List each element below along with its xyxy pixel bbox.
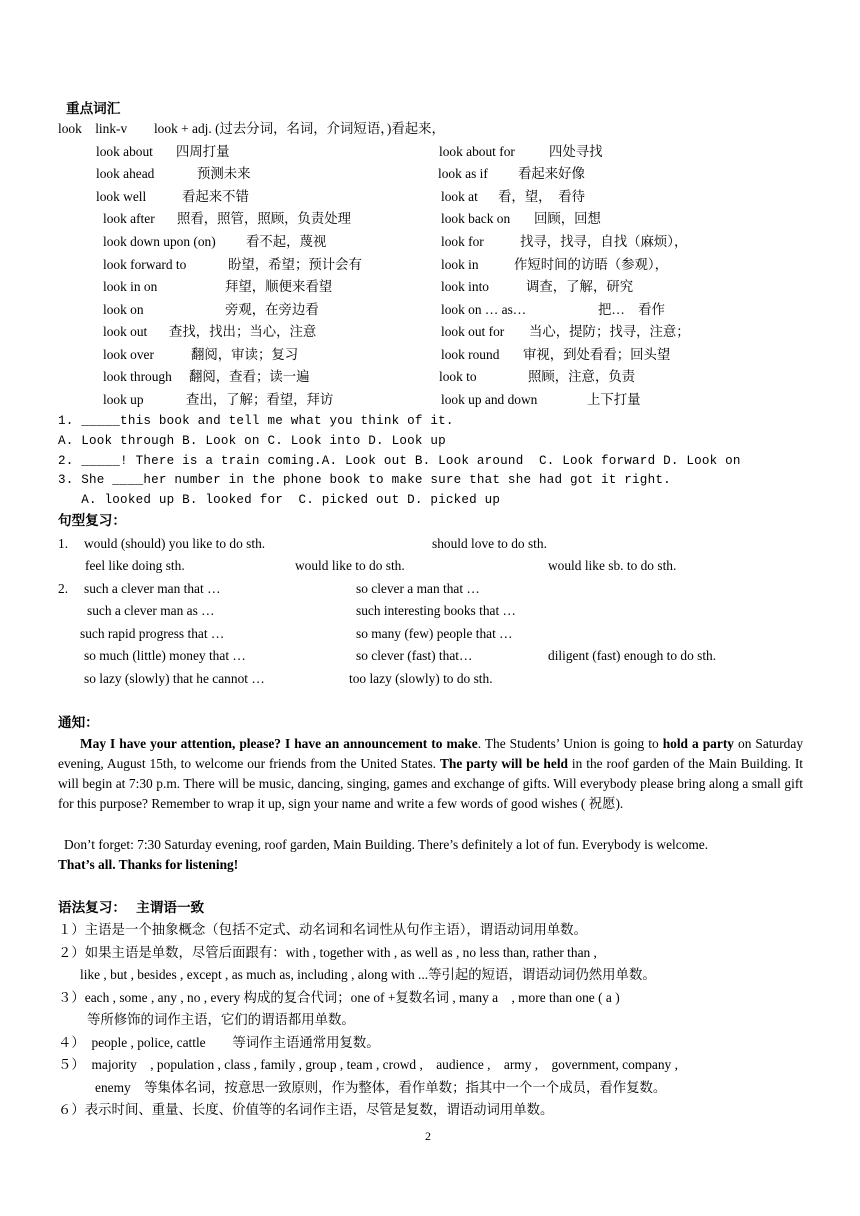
page-number: 2 — [425, 1129, 431, 1143]
vocab-term: look on … as… — [441, 302, 527, 317]
vocab-gloss: 拜望，顺便来看望 — [225, 279, 333, 294]
grammar-rule: ６）表示时间、重量、长度、价值等的名词作主语，尽管是复数，谓语动词用单数。 — [58, 1102, 554, 1117]
notice-text: in the roof garden of the Main Building. It will begin at 7:30 p.m. There will be music, dancing, singing, games and exchange of gifts. Will everybody please bring along a small gift for this purpose? Remember to wrap it up, sign your name and write a few words of good wishes ( 祝愿). — [58, 756, 804, 811]
vocab-term: look up and down — [441, 392, 538, 407]
sentence-pattern: would like sb. to do sth. — [548, 558, 677, 573]
sentence-pattern: such interesting books that … — [356, 603, 516, 618]
vocab-gloss: 四处寻找 — [549, 144, 603, 159]
vocab-term: look out — [103, 324, 148, 339]
vocab-gloss: 翻阅，审读；复习 — [191, 347, 299, 362]
vocab-term: look out for — [441, 324, 505, 339]
vocab-term: look up — [103, 392, 144, 407]
vocab-gloss: 看起来不错 — [182, 189, 249, 204]
vocab-gloss: 查找，找出；当心，注意 — [169, 324, 317, 339]
vocab-term: look well — [96, 189, 147, 204]
exercise-line: 3. She ____her number in the phone book to make sure that she had got it right. — [58, 473, 671, 487]
sentence-pattern: should love to do sth. — [432, 536, 547, 551]
vocab-gloss: 翻阅，查看；读一遍 — [189, 369, 310, 384]
notice-reminder: Don’t forget: 7:30 Saturday evening, roof garden, Main Building. There’s definitely a lot of fun. Everybody is welcome. — [64, 837, 709, 852]
notice-title: 通知： — [58, 715, 99, 730]
vocab-term: look in on — [103, 279, 158, 294]
sentence-pattern: such rapid progress that … — [80, 626, 225, 641]
notice-bold-text: The party will be held — [439, 756, 568, 771]
sentence-pattern: so clever (fast) that… — [356, 648, 473, 663]
vocab-gloss: 照看，照管，照顾，负责处理 — [177, 211, 352, 226]
vocab-term: look for — [441, 234, 484, 249]
vocab-gloss: 盼望，希望；预计会有 — [228, 257, 362, 272]
vocab-term: look into — [441, 279, 489, 294]
vocab-gloss: 旁观，在旁边看 — [225, 302, 319, 317]
sentence-pattern: would (should) you like to do sth. — [84, 536, 266, 551]
sentence-pattern: feel like doing sth. — [85, 558, 185, 573]
sentence-title: 句型复习： — [58, 513, 126, 528]
vocab-term: look in — [441, 257, 479, 272]
exercise-line: 2. _____! There is a train coming.A. Look out B. Look around C. Look forward D. Look on — [58, 454, 741, 468]
notice-text: . The Students’ Union is going to — [477, 736, 663, 751]
vocab-gloss: 四周打量 — [176, 144, 230, 159]
grammar-rule: 等所修饰的词作主语，它们的谓语都用单数。 — [87, 1012, 355, 1027]
grammar-rule: ２）如果主语是单数，尽管后面跟有：with , together with , as well as , no less than, rather than , — [58, 945, 597, 960]
notice-bold-text: hold a party — [662, 736, 734, 751]
sentence-pattern: so many (few) people that … — [356, 626, 513, 641]
vocab-gloss: 看，望， 看待 — [498, 189, 586, 204]
vocab-term: look forward to — [103, 257, 187, 272]
exercise-line: A. looked up B. looked for C. picked out D. picked up — [58, 493, 501, 507]
grammar-rule: enemy 等集体名词，按意思一致原则，作为整体，看作单数；指其中一个一个成员，看作复数。 — [95, 1080, 667, 1095]
sentence-pattern: so clever a man that … — [356, 581, 480, 596]
vocab-term: look at — [441, 189, 478, 204]
vocab-gloss: 看起来好像 — [518, 166, 585, 181]
notice-closing: That’s all. Thanks for listening! — [58, 857, 239, 872]
list-number: 2. — [58, 581, 69, 596]
grammar-rule: ４） people , police, cattle 等词作主语通常用复数。 — [58, 1035, 380, 1050]
vocab-gloss: 审视，到处看看；回头望 — [523, 347, 671, 362]
sentence-pattern: such a clever man as … — [87, 603, 215, 618]
vocab-term: look on — [103, 302, 144, 317]
vocab-term: look as if — [438, 166, 488, 181]
vocab-term: look about for — [439, 144, 515, 159]
vocab-term: look over — [103, 347, 154, 362]
vocab-gloss: 把… 看作 — [598, 302, 665, 317]
grammar-rule: ５） majority , population , class , family , group , team , crowd , audience , army , government, company , — [58, 1057, 678, 1072]
vocab-term: look round — [441, 347, 500, 362]
grammar-rule: ３）each , some , any , no , every 构成的复合代词；one of +复数名词 , many a , more than one ( a ) — [58, 990, 620, 1005]
sentence-pattern: so lazy (slowly) that he cannot … — [84, 671, 265, 686]
exercise-line: 1. _____this book and tell me what you think of it. — [58, 414, 454, 428]
vocab-gloss: 看不起，蔑视 — [246, 234, 327, 249]
sentence-pattern: too lazy (slowly) to do sth. — [349, 671, 493, 686]
vocab-gloss: 照顾，注意，负责 — [528, 369, 636, 384]
vocab-gloss: 找寻，找寻，自找（麻烦）， — [520, 234, 688, 249]
vocab-gloss: 当心，提防；找寻，注意； — [529, 324, 690, 339]
vocab-title: 重点词汇 — [66, 101, 121, 116]
sentence-pattern: diligent (fast) enough to do sth. — [548, 648, 717, 663]
notice-paragraph — [58, 734, 803, 814]
sentence-pattern: would like to do sth. — [295, 558, 405, 573]
grammar-title: 语法复习： 主谓语一致 — [58, 900, 205, 915]
vocab-gloss: 回顾，回想 — [534, 211, 601, 226]
exercise-line: A. Look through B. Look on C. Look into D. Look up — [58, 434, 446, 448]
notice-text: on Saturday evening, August 15th, to welcome our friends from the United States. — [58, 736, 804, 771]
vocab-gloss: 预测未来 — [197, 166, 251, 181]
grammar-rule: １）主语是一个抽象概念（包括不定式、动名词和名词性从句作主语），谓语动词用单数。 — [58, 922, 587, 937]
vocab-term: look ahead — [96, 166, 155, 181]
vocab-term: look about — [96, 144, 153, 159]
vocab-term: look back on — [441, 211, 511, 226]
vocab-gloss: 查出，了解；看望，拜访 — [186, 392, 334, 407]
vocab-gloss: 上下打量 — [587, 392, 641, 407]
vocab-gloss: 作短时间的访晤（参观）， — [514, 257, 668, 272]
sentence-pattern: so much (little) money that … — [84, 648, 246, 663]
notice-bold-text: May I have your attention, please? I have an announcement to make — [80, 736, 478, 751]
vocab-term: look to — [439, 369, 477, 384]
vocab-term: look after — [103, 211, 155, 226]
grammar-rule: like , but , besides , except , as much as, including , along with ...等引起的短语，谓语动词仍然用单数。 — [80, 967, 656, 982]
vocab-term: look through — [103, 369, 172, 384]
vocab-gloss: 调查，了解，研究 — [526, 279, 634, 294]
sentence-pattern: such a clever man that … — [84, 581, 221, 596]
vocab-head-line: look link-v look + adj. (过去分词，名词，介词短语，)看起来， — [58, 121, 445, 136]
list-number: 1. — [58, 536, 69, 551]
vocab-term: look down upon (on) — [103, 234, 216, 249]
